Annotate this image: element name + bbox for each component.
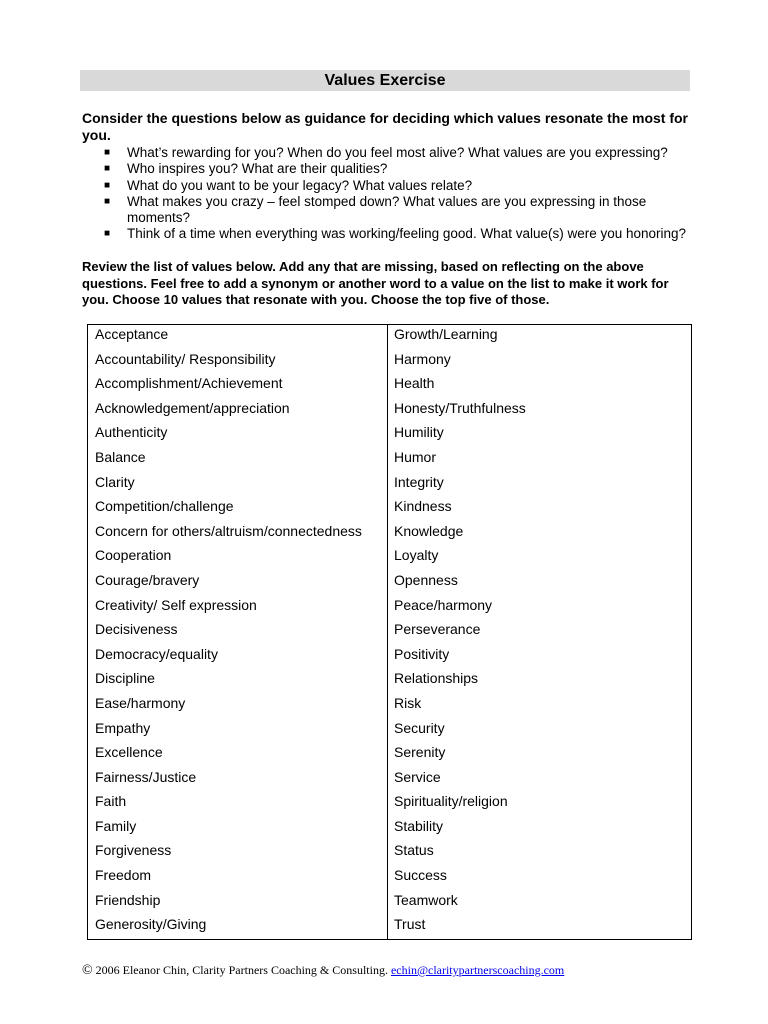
value-cell: Kindness [394, 498, 452, 515]
value-cell: Empathy [95, 719, 151, 736]
value-cell: Stability [394, 817, 444, 834]
value-cell: Status [394, 842, 434, 859]
value-cell: Service [394, 768, 441, 785]
instructions-text: Review the list of values below. Add any that are missing, based on reflecting on the above questions. Feel free to add a synonym or another word to a value on the list to make it work for you. Choose 10 values that resonate with you. Choose the top five of those. [82, 259, 669, 307]
value-cell: Friendship [95, 891, 161, 908]
value-cell: Clarity [95, 473, 135, 490]
value-cell: Success [394, 867, 447, 884]
value-cell: Teamwork [394, 891, 458, 908]
value-cell: Humility [394, 424, 444, 441]
value-cell: Authenticity [95, 424, 168, 441]
value-cell: Integrity [394, 473, 444, 490]
values-column-right [388, 325, 691, 939]
value-cell: Discipline [95, 670, 155, 687]
page-title: Values Exercise [80, 70, 690, 91]
square-bullet-icon: ■ [104, 163, 111, 175]
value-cell: Health [394, 375, 435, 392]
intro-text: Consider the questions below as guidance for deciding which values resonate the most for you. [82, 110, 688, 143]
question-text: Think of a time when everything was working/feeling good. What value(s) were you honoring? [127, 226, 687, 242]
value-cell: Security [394, 719, 445, 736]
value-cell: Fairness/Justice [95, 768, 197, 785]
email-link[interactable]: echin@claritypartnerscoaching.com [390, 963, 565, 977]
value-cell: Serenity [394, 744, 446, 761]
value-cell: Democracy/equality [95, 645, 218, 662]
value-cell: Excellence [95, 744, 163, 761]
question-item [82, 161, 692, 177]
value-cell: Relationships [394, 670, 479, 687]
question-item [82, 194, 692, 227]
value-cell: Harmony [394, 350, 451, 367]
value-cell: Forgiveness [95, 842, 172, 859]
value-cell: Accountability/ Responsibility [95, 350, 276, 367]
value-cell: Freedom [95, 867, 152, 884]
footer-text: 2006 Eleanor Chin, Clarity Partners Coaching & Consulting. [92, 963, 391, 977]
value-cell: Decisiveness [95, 621, 178, 638]
value-cell: Openness [394, 571, 458, 588]
square-bullet-icon: ■ [104, 195, 111, 207]
value-cell: Balance [95, 448, 146, 465]
value-cell: Peace/harmony [394, 596, 493, 613]
value-cell: Ease/harmony [95, 694, 186, 711]
question-item [82, 178, 692, 194]
values-column-left [88, 325, 388, 939]
value-cell: Trust [394, 916, 426, 933]
value-cell: Spirituality/religion [394, 793, 508, 810]
question-list [82, 145, 692, 243]
value-cell: Honesty/Truthfulness [394, 399, 526, 416]
value-cell: Competition/challenge [95, 498, 234, 515]
question-text: What do you want to be your legacy? What values relate? [127, 177, 473, 193]
value-cell: Perseverance [394, 621, 481, 638]
square-bullet-icon: ■ [104, 228, 111, 240]
square-bullet-icon: ■ [104, 147, 111, 158]
value-cell: Acceptance [95, 326, 169, 342]
question-text: What’s rewarding for you? When do you feel most alive? What values are you expressing? [127, 145, 668, 160]
question-item [82, 145, 692, 161]
value-cell: Positivity [394, 645, 450, 662]
footer [82, 962, 702, 979]
question-text: Who inspires you? What are their qualities? [127, 161, 388, 177]
value-cell: Knowledge [394, 522, 464, 539]
value-cell: Cooperation [95, 547, 172, 564]
value-cell: Accomplishment/Achievement [95, 375, 283, 392]
square-bullet-icon: ■ [104, 179, 111, 191]
values-table [87, 324, 692, 940]
value-cell: Growth/Learning [394, 326, 498, 342]
value-cell: Acknowledgement/appreciation [95, 399, 290, 416]
question-item [82, 226, 692, 242]
value-cell: Family [95, 817, 137, 834]
value-cell: Creativity/ Self expression [95, 596, 257, 613]
value-cell: Faith [95, 793, 127, 810]
value-cell: Generosity/Giving [95, 916, 207, 933]
value-cell: Concern for others/altruism/connectedness [95, 522, 362, 539]
value-cell: Humor [394, 448, 437, 465]
value-cell: Loyalty [394, 547, 439, 564]
value-cell: Risk [394, 694, 422, 711]
question-text: What makes you crazy – feel stomped down? What values are you expressing in those moments? [127, 193, 647, 226]
copyright-symbol: © [82, 963, 93, 978]
value-cell: Courage/bravery [95, 571, 200, 588]
